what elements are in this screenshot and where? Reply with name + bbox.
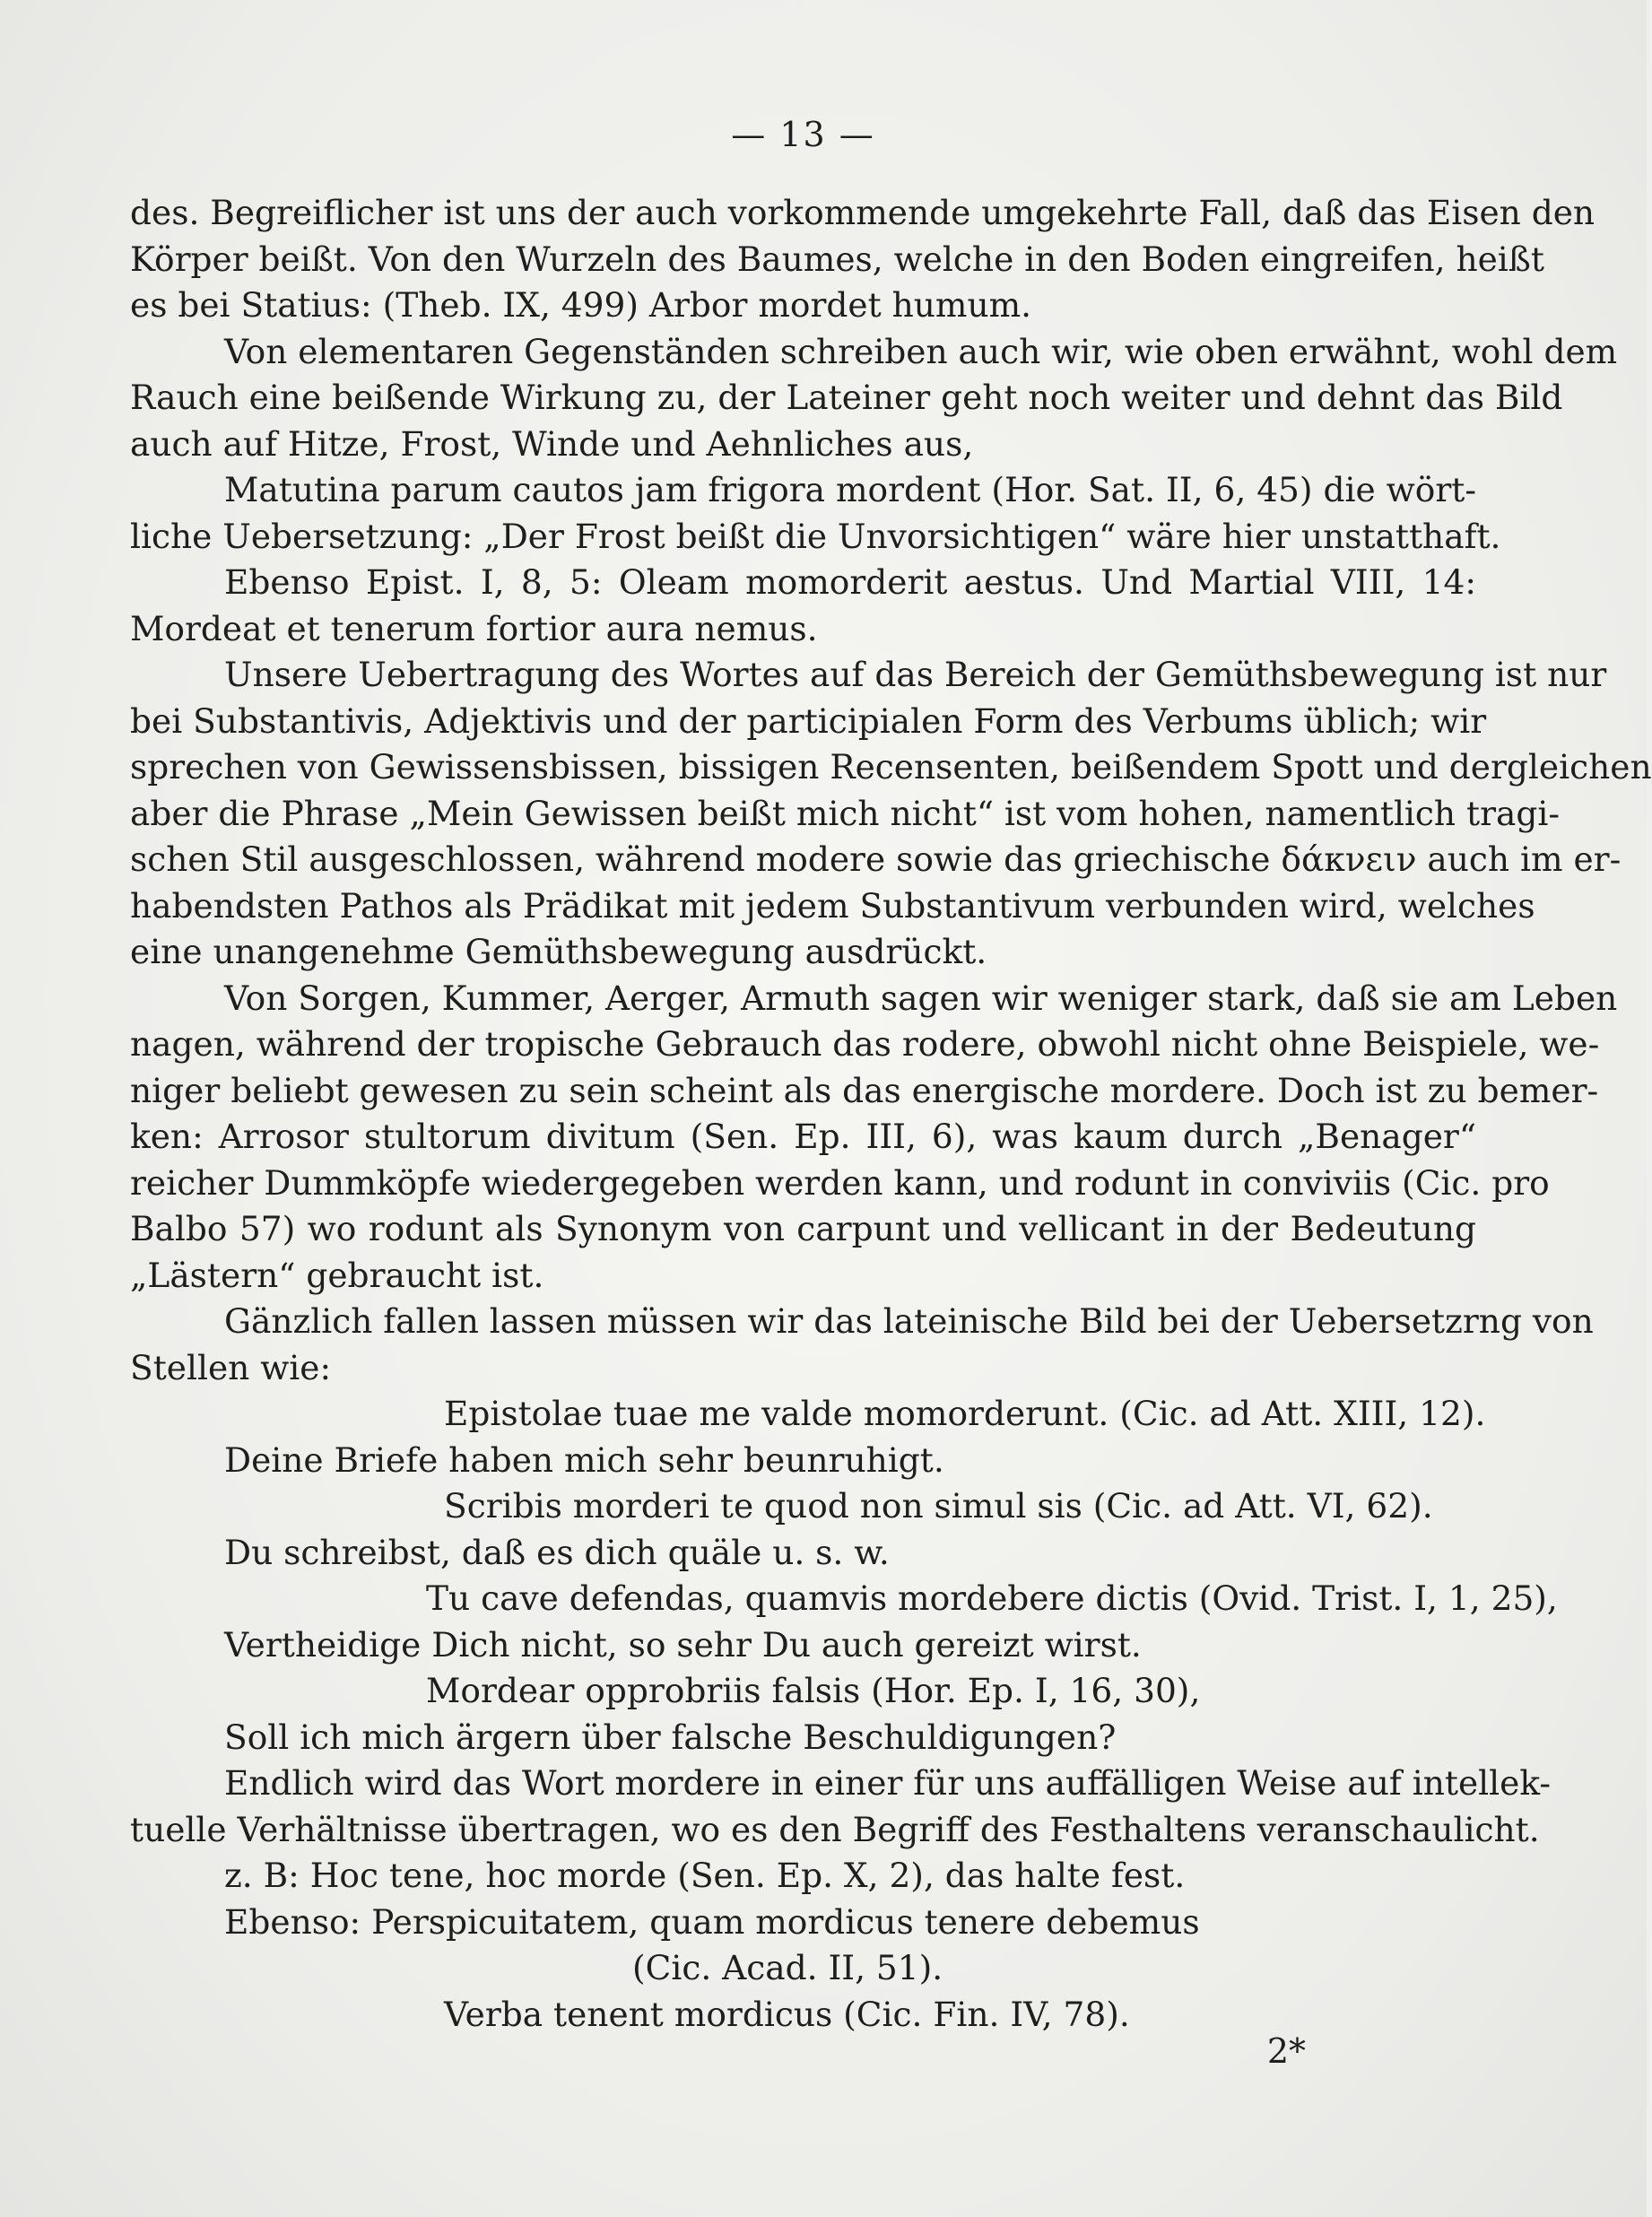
- text-line: Ebenso: Perspicuitatem, quam mordicus tenere debemus: [224, 1901, 1200, 1942]
- text-line: tuelle Verhältnisse übertragen, wo es den Begriff des Festhaltens veranschaulicht.: [130, 1809, 1540, 1849]
- text-line: des. Begreiflicher ist uns der auch vorkommende umgekehrte Fall, daß das Eisen den: [130, 193, 1595, 232]
- text-line: Unsere Uebertragung des Wortes auf das Bereich der Gemüthsbewegung ist nur: [224, 655, 1607, 694]
- text-line: Verba tenent mordicus (Cic. Fin. IV, 78).: [444, 1994, 1130, 2034]
- text-line: Mordeat et tenerum fortior aura nemus.: [130, 608, 818, 648]
- text-line: Stellen wie:: [130, 1347, 332, 1387]
- text-line: Ebenso Epist. I, 8, 5: Oleam momorderit aestus. Und Martial VIII, 14:: [224, 562, 1476, 602]
- text-line: Soll ich mich ärgern über falsche Beschuldigungen?: [224, 1717, 1117, 1757]
- text-line: Mordear opprobriis falsis (Hor. Ep. I, 16, 30),: [426, 1671, 1201, 1710]
- text-line: ken: Arrosor stultorum divitum (Sen. Ep. III, 6), was kaum durch „Benager“: [130, 1117, 1476, 1156]
- text-line: habendsten Pathos als Prädikat mit jedem Substantivum verbunden wird, welches: [130, 885, 1535, 926]
- text-line: eine unangenehme Gemüthsbewegung ausdrückt.: [130, 932, 987, 971]
- text-line: „Lästern“ gebraucht ist.: [130, 1255, 544, 1295]
- text-line: Deine Briefe haben mich sehr beunruhigt.: [224, 1439, 944, 1480]
- text-line: Von elementaren Gegenständen schreiben auch wir, wie oben erwähnt, wohl dem: [224, 331, 1618, 371]
- text-line: Gänzlich fallen lassen müssen wir das lateinische Bild bei der Uebersetzrng von: [224, 1301, 1594, 1341]
- text-line: bei Substantivis, Adjektivis und der participialen Form des Verbums üblich; wir: [130, 700, 1487, 741]
- text-line: sprechen von Gewissensbissen, bissigen Recensenten, beißendem Spott und dergleichen: [130, 747, 1652, 787]
- text-line: Vertheidige Dich nicht, so sehr Du auch gereizt wirst.: [224, 1624, 1142, 1665]
- text-line: Matutina parum cautos jam frigora mordent (Hor. Sat. II, 6, 45) die wört-: [224, 470, 1476, 509]
- text-line: z. B: Hoc tene, hoc morde (Sen. Ep. X, 2), das halte fest.: [224, 1856, 1186, 1895]
- text-line: nagen, während der tropische Gebrauch das rodere, obwohl nicht ohne Beispiele, we-: [130, 1024, 1600, 1064]
- text-line: liche Uebersetzung: „Der Frost beißt die Unvorsichtigen“ wäre hier unstatthaft.: [130, 516, 1501, 556]
- text-line: Balbo 57) wo rodunt als Synonym von carpunt und vellicant in der Bedeutung: [130, 1209, 1476, 1248]
- text-line: niger beliebt gewesen zu sein scheint als das energische mordere. Doch ist zu bemer-: [130, 1070, 1599, 1110]
- text-line: Tu cave defendas, quamvis mordebere dictis (Ovid. Trist. I, 1, 25),: [426, 1578, 1558, 1618]
- text-line: Körper beißt. Von den Wurzeln des Baumes, welche in den Boden eingreifen, heißt: [130, 239, 1544, 279]
- text-line: Epistolae tuae me valde momorderunt. (Cic. ad Att. XIII, 12).: [444, 1394, 1486, 1433]
- text-line: auch auf Hitze, Frost, Winde und Aehnliches aus,: [130, 423, 974, 464]
- text-line: schen Stil ausgeschlossen, während modere sowie das griechische δάκνειν auch im er-: [130, 839, 1622, 879]
- text-line: Endlich wird das Wort mordere in einer für uns auffälligen Weise auf intellek-: [224, 1763, 1552, 1803]
- text-line: aber die Phrase „Mein Gewissen beißt mich nicht“ ist vom hohen, namentlich tragi-: [130, 793, 1561, 833]
- signature-mark: 2*: [1266, 2031, 1306, 2071]
- text-line: Von Sorgen, Kummer, Aerger, Armuth sagen wir weniger stark, daß sie am Leben: [224, 978, 1618, 1018]
- text-line: Scribis morderi te quod non simul sis (Cic. ad Att. VI, 62).: [444, 1486, 1433, 1526]
- text-line: Rauch eine beißende Wirkung zu, der Lateiner geht noch weiter und dehnt das Bild: [130, 378, 1563, 417]
- text-line: (Cic. Acad. II, 51).: [632, 1948, 943, 1987]
- page-number: — 13 —: [731, 115, 875, 154]
- text-line: es bei Statius: (Theb. IX, 499) Arbor mordet humum.: [130, 285, 1032, 325]
- text-line: Du schreibst, daß es dich quäle u. s. w.: [224, 1532, 890, 1572]
- text-line: reicher Dummköpfe wiedergegeben werden kann, und rodunt in conviviis (Cic. pro: [130, 1162, 1550, 1203]
